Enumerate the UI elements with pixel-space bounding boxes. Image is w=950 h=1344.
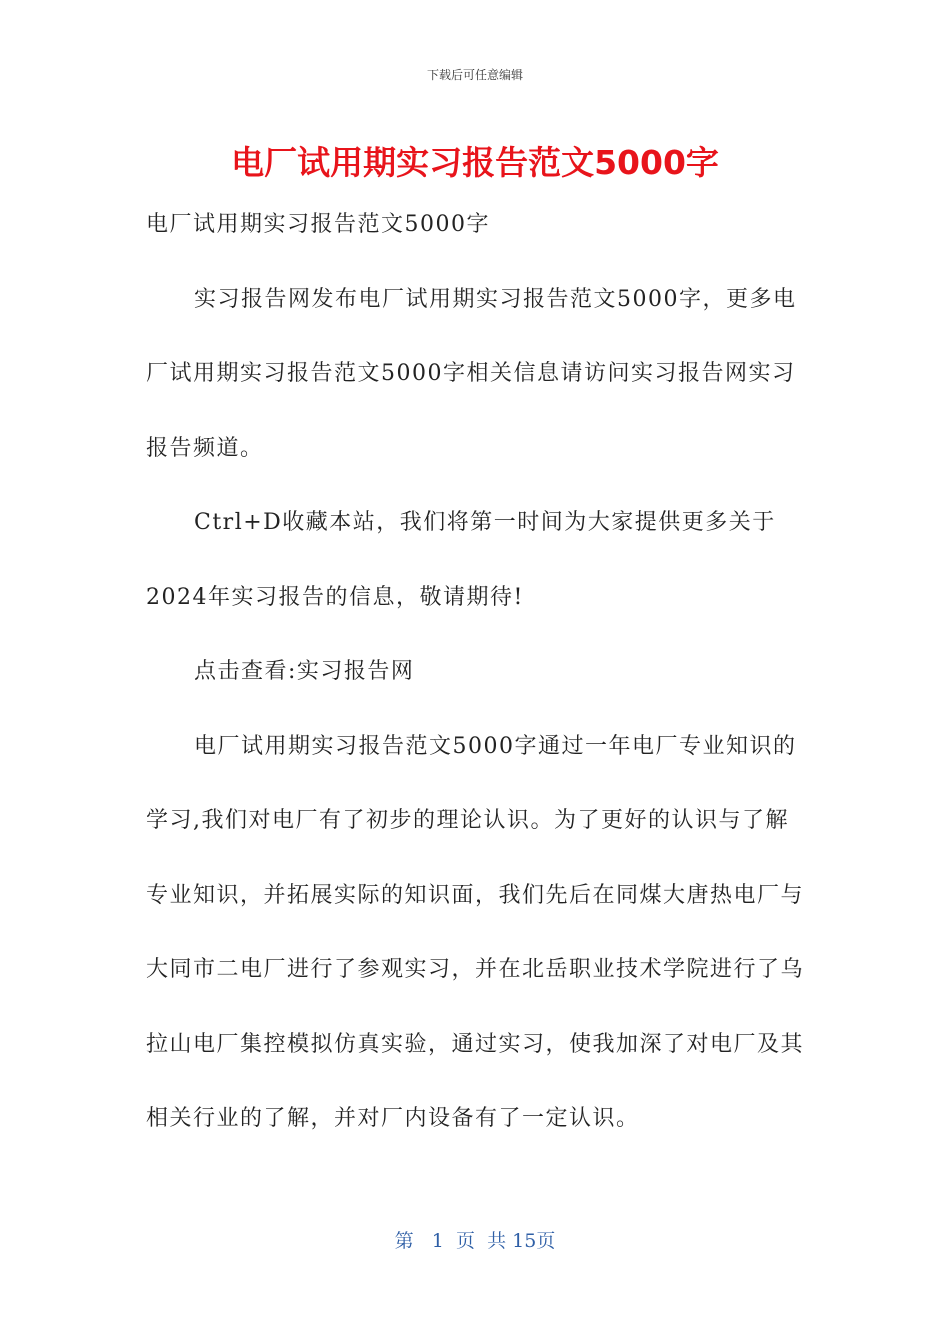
footer-page-word: 页 [455, 1230, 475, 1252]
paragraph-bookmark: Ctrl+D收藏本站，我们将第一时间为大家提供更多关于2024年实习报告的信息，敬请期待! [146, 510, 776, 610]
document-body [146, 188, 806, 1157]
footer-current-page: 1 [431, 1230, 444, 1252]
footer-total-pages: 15 [512, 1230, 537, 1252]
footer-suffix: 页 [536, 1230, 556, 1252]
header-note: 下载后可任意编辑 [426, 68, 523, 82]
paragraph-subtitle: 电厂试用期实习报告范文5000字 [146, 212, 490, 237]
document-title: 电厂试用期实习报告范文5000字 [231, 143, 719, 182]
paragraph-link: 点击查看:实习报告网 [194, 659, 415, 684]
paragraph-intro: 实习报告网发布电厂试用期实习报告范文5000字，更多电厂试用期实习报告范文5000字相关信息请访问实习报告网实习报告频道。 [146, 286, 797, 461]
page-footer [0, 1226, 950, 1253]
paragraph-main: 电厂试用期实习报告范文5000字通过一年电厂专业知识的学习,我们对电厂有了初步的理论认识。为了更好的认识与了解专业知识，并拓展实际的知识面，我们先后在同煤大唐热电厂与大同市二电厂进行了参观实习，并在北岳职业技术学院进行了乌拉山电厂集控模拟仿真实验，通过实习，使我加深了对电厂及其相关行业的了解，并对厂内设备有了一定认识。 [146, 733, 805, 1131]
footer-total-word: 共 [487, 1230, 507, 1252]
footer-prefix: 第 [394, 1230, 414, 1252]
